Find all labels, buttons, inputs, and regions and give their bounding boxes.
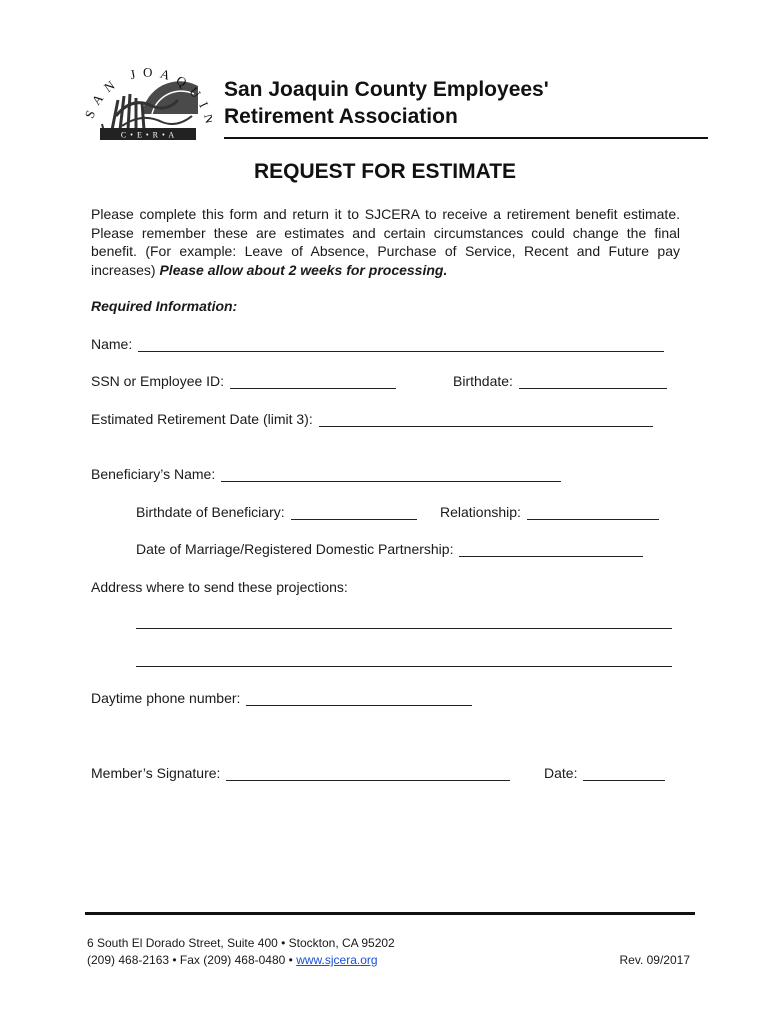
intro-paragraph	[91, 205, 680, 279]
phone-label: Daytime phone number:	[91, 690, 241, 706]
beneficiary-birthdate-field[interactable]	[136, 504, 417, 520]
beneficiary-name-input-line[interactable]	[221, 467, 561, 482]
intro-text: Please complete this form and return it to SJCERA to receive a retirement benefit estimate. Please remember these are estimates and certain circumstances could change the final benefit. (For example: Leave of Absence, Purchase of Service, Recent and Future pay increases)	[91, 206, 680, 278]
sjcera-logo	[82, 56, 212, 146]
address-field	[91, 579, 348, 595]
intro-emphasis: Please allow about 2 weeks for processing.	[159, 261, 448, 278]
retirement-date-input-line[interactable]	[319, 412, 653, 427]
signature-field[interactable]	[91, 765, 510, 781]
revision-label: Rev. 09/2017	[619, 953, 690, 967]
ssn-field[interactable]	[91, 373, 396, 389]
organization-name-line1: San Joaquin County Employees'	[224, 78, 549, 101]
phone-input-line[interactable]	[246, 691, 472, 706]
ssn-input-line[interactable]	[230, 374, 396, 389]
footer-phone-fax: (209) 468-2163 • Fax (209) 468-0480 •	[87, 953, 297, 967]
footer-address: 6 South El Dorado Street, Suite 400 • Stockton, CA 95202	[87, 936, 395, 950]
beneficiary-birthdate-label: Birthdate of Beneficiary:	[136, 504, 285, 520]
relationship-field[interactable]	[440, 504, 659, 520]
name-field[interactable]	[91, 336, 664, 352]
footer-divider	[85, 912, 695, 915]
signature-label: Member’s Signature:	[91, 765, 221, 781]
address-label: Address where to send these projections:	[91, 579, 348, 595]
relationship-label: Relationship:	[440, 504, 521, 520]
address-line-1[interactable]	[136, 628, 672, 629]
beneficiary-name-label: Beneficiary’s Name:	[91, 466, 216, 482]
beneficiary-name-field[interactable]	[91, 466, 561, 482]
date-field[interactable]	[544, 765, 665, 781]
footer-phone-line	[87, 952, 395, 969]
organization-name-line2: Retirement Association	[224, 105, 458, 128]
name-input-line[interactable]	[138, 337, 664, 352]
date-label: Date:	[544, 765, 578, 781]
marriage-date-label: Date of Marriage/Registered Domestic Partnership:	[136, 541, 454, 557]
date-input-line[interactable]	[583, 766, 665, 781]
beneficiary-birthdate-input-line[interactable]	[291, 505, 417, 520]
footer-contact	[87, 935, 395, 969]
retirement-date-field[interactable]	[91, 411, 653, 427]
signature-input-line[interactable]	[226, 766, 510, 781]
ssn-label: SSN or Employee ID:	[91, 373, 225, 389]
marriage-date-input-line[interactable]	[459, 542, 643, 557]
organization-name	[224, 76, 549, 130]
form-title: REQUEST FOR ESTIMATE	[253, 160, 517, 183]
logo-emblem-icon	[82, 56, 212, 146]
birthdate-field[interactable]	[453, 373, 667, 389]
website-link[interactable]: www.sjcera.org	[296, 953, 378, 967]
birthdate-label: Birthdate:	[453, 373, 513, 389]
header-divider	[224, 137, 708, 139]
logo-arc-text: SAN JOAQU	[82, 64, 209, 121]
logo-band-text: C • E • R • A	[120, 130, 176, 140]
retirement-date-label: Estimated Retirement Date (limit 3):	[91, 411, 313, 427]
required-info-heading: Required Information:	[91, 298, 238, 314]
address-line-2[interactable]	[136, 666, 672, 667]
relationship-input-line[interactable]	[527, 505, 659, 520]
birthdate-input-line[interactable]	[519, 374, 667, 389]
phone-field[interactable]	[91, 690, 472, 706]
name-label: Name:	[91, 336, 133, 352]
marriage-date-field[interactable]	[136, 541, 643, 557]
